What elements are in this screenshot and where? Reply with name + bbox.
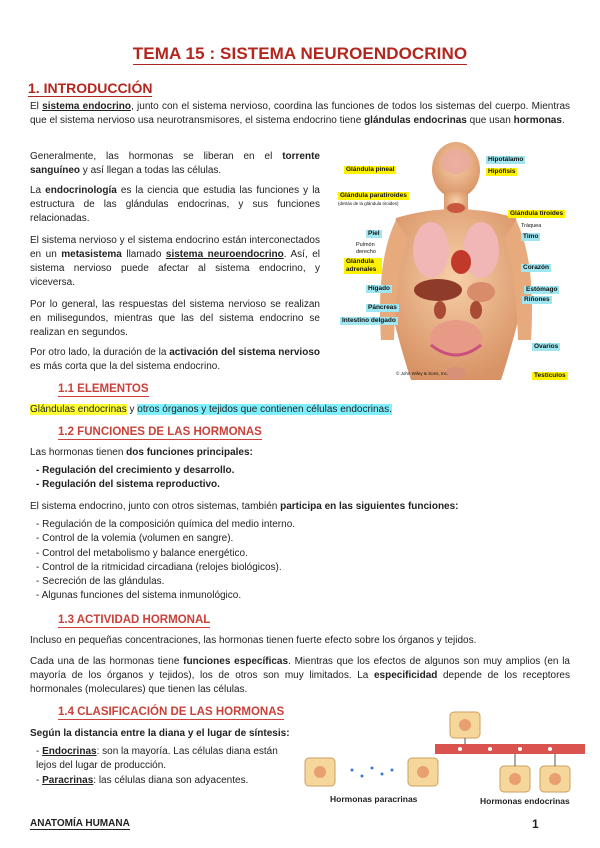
list-item: - Endocrinas: son la mayoría. Las células diana están lejos del lugar de producción. [36,745,298,774]
actividad-paragraph-2: Cada una de las hormonas tiene funciones específicas. Mientras que los efectos de algunos son muy amplios (en la mayoría de los órganos y tejidos), los de otros son muy limitados. La especificidad depende de los receptores hormonales (moleculares) que tienen las células. [30,656,570,695]
label-estomago: Estómago [526,286,558,293]
actividad-paragraph-1: Incluso en pequeñas concentraciones, las hormonas tienen fuerte efecto sobre los órganos y tejidos. [30,635,477,646]
label-paratiroides-note: (detrás de la glándula tiroides) [338,201,399,206]
label-hormonas-paracrinas: Hormonas paracrinas [330,794,418,804]
intro-paragraph-6: Por otro lado, la duración de la activación del sistema nervioso es más corta que la del sistema endocrino. [30,347,320,372]
label-pulmon-derecho: derecho [356,249,376,255]
label-paratiroides: Glándula paratiroides [340,192,407,199]
clasificacion-list [36,745,298,788]
figure-copyright: © John Wiley & Sons, Inc. [396,371,449,376]
list-item: - Regulación de la composición química del medio interno. [36,518,295,532]
label-hipofisis: Hipófisis [488,168,516,175]
section-heading-intro: 1. INTRODUCCIÓN [28,80,153,96]
label-piel: Piel [368,230,380,237]
list-item: - Secreción de las glándulas. [36,575,295,589]
section-heading-funciones: 1.2 FUNCIONES DE LAS HORMONAS [58,426,262,438]
hormone-types-figure [300,710,590,810]
list-item: - Algunas funciones del sistema inmunológico. [36,589,295,603]
section-heading-actividad: 1.3 ACTIVIDAD HORMONAL [58,614,211,626]
list-item: - Control de la ritmicidad circadiana (relojes biológicos). [36,561,295,575]
label-hipotalamo: Hipotálamo [488,156,524,163]
funciones-other-intro: El sistema endocrino, junto con otros sistemas, también participa en las siguientes funciones: [30,501,459,512]
elementos-text: Glándulas endocrinas y otros órganos y tejidos que contienen células endocrinas. [30,404,392,415]
label-corazon: Corazón [523,264,549,271]
list-item: - Control del metabolismo y balance energético. [36,547,295,561]
label-intestino: Intestino delgado [342,317,396,324]
funciones-intro: Las hormonas tienen dos funciones principales: [30,447,253,458]
label-pulmon: Pulmón [356,242,375,248]
intro-paragraph-5: Por lo general, las respuestas del sistema nervioso se realizan en milisegundos, mientras que las del sistema endocrino se realizan en segundos. [30,299,320,338]
label-pancreas: Páncreas [368,304,397,311]
clasificacion-subheading: Según la distancia entre la diana y el lugar de síntesis: [30,728,290,739]
intro-paragraph-2: Generalmente, las hormonas se liberan en el torrente sanguíneo y así llegan a todas las células. [30,151,320,176]
intro-paragraph-3: La endocrinología es la ciencia que estudia las funciones y la estructura de las glándulas endocrinas, y sus funciones relacionadas. [30,185,320,224]
label-hormonas-endocrinas: Hormonas endocrinas [480,796,570,806]
label-traquea: Tráquea [521,223,542,229]
label-timo: Timo [523,233,539,240]
label-adrenales: Glándula adrenales [344,258,382,274]
label-testiculos: Testículos [534,372,566,379]
intro-paragraph-4: El sistema nervioso y el sistema endocrino están interconectados en un metasistema llamado sistema neuroendocrino. Así, el sistema nervioso puede afectar al sistema endocrino, y viceversa. [30,235,321,288]
page-title: TEMA 15 : SISTEMA NEUROENDOCRINO [132,44,468,63]
funciones-other-list [36,518,295,604]
footer-label: ANATOMÍA HUMANA [30,818,130,829]
label-tiroides: Glándula tiroides [510,210,564,217]
list-item: - Regulación del crecimiento y desarrollo. [36,464,234,478]
intro-paragraph-1: El sistema endocrino, junto con el sistema nervioso, coordina las funciones de todos los sistemas del cuerpo. Mientras que el sistema nervioso usa neurotransmisores, el sistema endocrino tiene glándulas endocrinas que usan hormonas. [30,101,571,126]
page-number: 1 [532,817,539,831]
label-higado: Hígado [368,285,391,292]
label-pineal: Glándula pineal [346,166,395,173]
endocrine-anatomy-figure [336,140,581,380]
label-ovarios: Ovarios [534,343,559,350]
section-heading-clasificacion: 1.4 CLASIFICACIÓN DE LAS HORMONAS [58,706,285,718]
label-rinones: Riñones [524,296,550,303]
list-item: - Paracrinas: las células diana son adyacentes. [36,774,298,788]
list-item: - Control de la volemia (volumen en sangre). [36,532,295,546]
funciones-main-list [36,464,234,493]
section-heading-elementos: 1.1 ELEMENTOS [58,383,149,395]
list-item: - Regulación del sistema reproductivo. [36,478,234,492]
